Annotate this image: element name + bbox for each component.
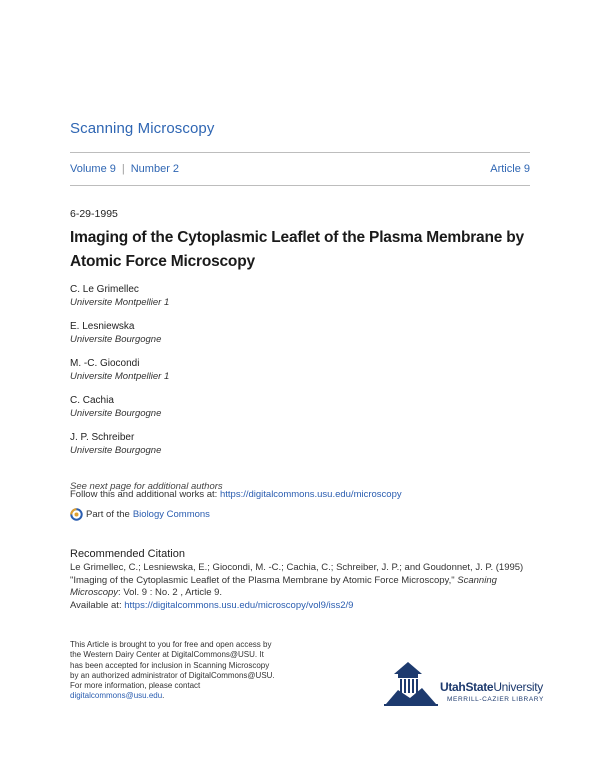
citation-body	[70, 562, 540, 612]
author-affiliation: Universite Bourgogne	[70, 334, 162, 345]
part-of-text: Part of the	[86, 509, 130, 520]
recommended-citation-heading: Recommended Citation	[70, 548, 185, 560]
volume-link[interactable]: Volume 9	[70, 163, 116, 175]
number-link[interactable]: Number 2	[130, 163, 180, 175]
author-name: J. P. Schreiber	[70, 432, 135, 443]
citation-available-line: Available at: https://digitalcommons.usu.edu/microscopy/vol9/iss2/9	[70, 599, 354, 611]
author-affiliation: Universite Bourgogne	[70, 408, 162, 419]
author-entry	[70, 431, 161, 457]
author-name: M. -C. Giocondi	[70, 358, 140, 369]
see-next-page-note: See next page for additional authors	[70, 481, 223, 492]
follow-line	[70, 489, 402, 500]
author-entry	[70, 283, 169, 309]
citation-line: Microscopy: Vol. 9 : No. 2 , Article 9.	[70, 587, 223, 598]
citation-line: "Imaging of the Cytoplasmic Leaflet of the Plasma Membrane by Atomic Force Microscopy," Scanning	[70, 574, 497, 586]
author-affiliation: Universite Montpellier 1	[70, 297, 170, 308]
article-title: Imaging of the Cytoplasmic Leaflet of the Plasma Membrane by Atomic Force Microscopy	[70, 229, 524, 270]
part-of-line	[70, 508, 210, 521]
author-name: C. Cachia	[70, 395, 114, 406]
follow-text: Follow this and additional works at:	[70, 489, 220, 500]
author-entry	[70, 357, 169, 383]
author-entry	[70, 394, 161, 420]
author-name: E. Lesniewska	[70, 321, 135, 332]
divider	[70, 185, 530, 186]
issue-info-row	[70, 163, 530, 175]
citation-line: Le Grimellec, C.; Lesniewska, E.; Giocondi, M. -C.; Cachia, C.; Schreiber, J. P.; and Goudonnet, J. P. (1995)	[70, 562, 524, 573]
biology-commons-link[interactable]: Biology Commons	[132, 509, 210, 520]
logo-subtitle: MERRILL-CAZIER LIBRARY	[447, 696, 544, 703]
collection-link[interactable]: https://digitalcommons.usu.edu/microscopy	[219, 489, 402, 500]
open-access-note: This Article is brought to you for free and open access by the Western Dairy Center at DigitalCommons@USU. It has been accepted for inclusion in Scanning Microscopy by an authorized administrator of DigitalCommons@USU. For more information, please contact digitalcommons@usu.edu.	[70, 640, 275, 701]
author-affiliation: Universite Montpellier 1	[70, 371, 170, 382]
network-commons-icon	[70, 508, 83, 521]
citation-url-link[interactable]: https://digitalcommons.usu.edu/microscopy/vol9/iss2/9	[124, 599, 354, 611]
separator: |	[121, 163, 125, 175]
logo-wordmark: UtahStateUniversity	[440, 680, 543, 694]
contact-email-link[interactable]: digitalcommons@usu.edu	[70, 691, 163, 701]
author-entry	[70, 320, 161, 346]
journal-title[interactable]: Scanning Microscopy	[70, 120, 215, 137]
article-link[interactable]: Article 9	[490, 163, 530, 175]
author-name: C. Le Grimellec	[70, 284, 139, 295]
author-affiliation: Universite Bourgogne	[70, 445, 162, 456]
publication-date: 6-29-1995	[70, 208, 118, 220]
divider	[70, 152, 530, 153]
